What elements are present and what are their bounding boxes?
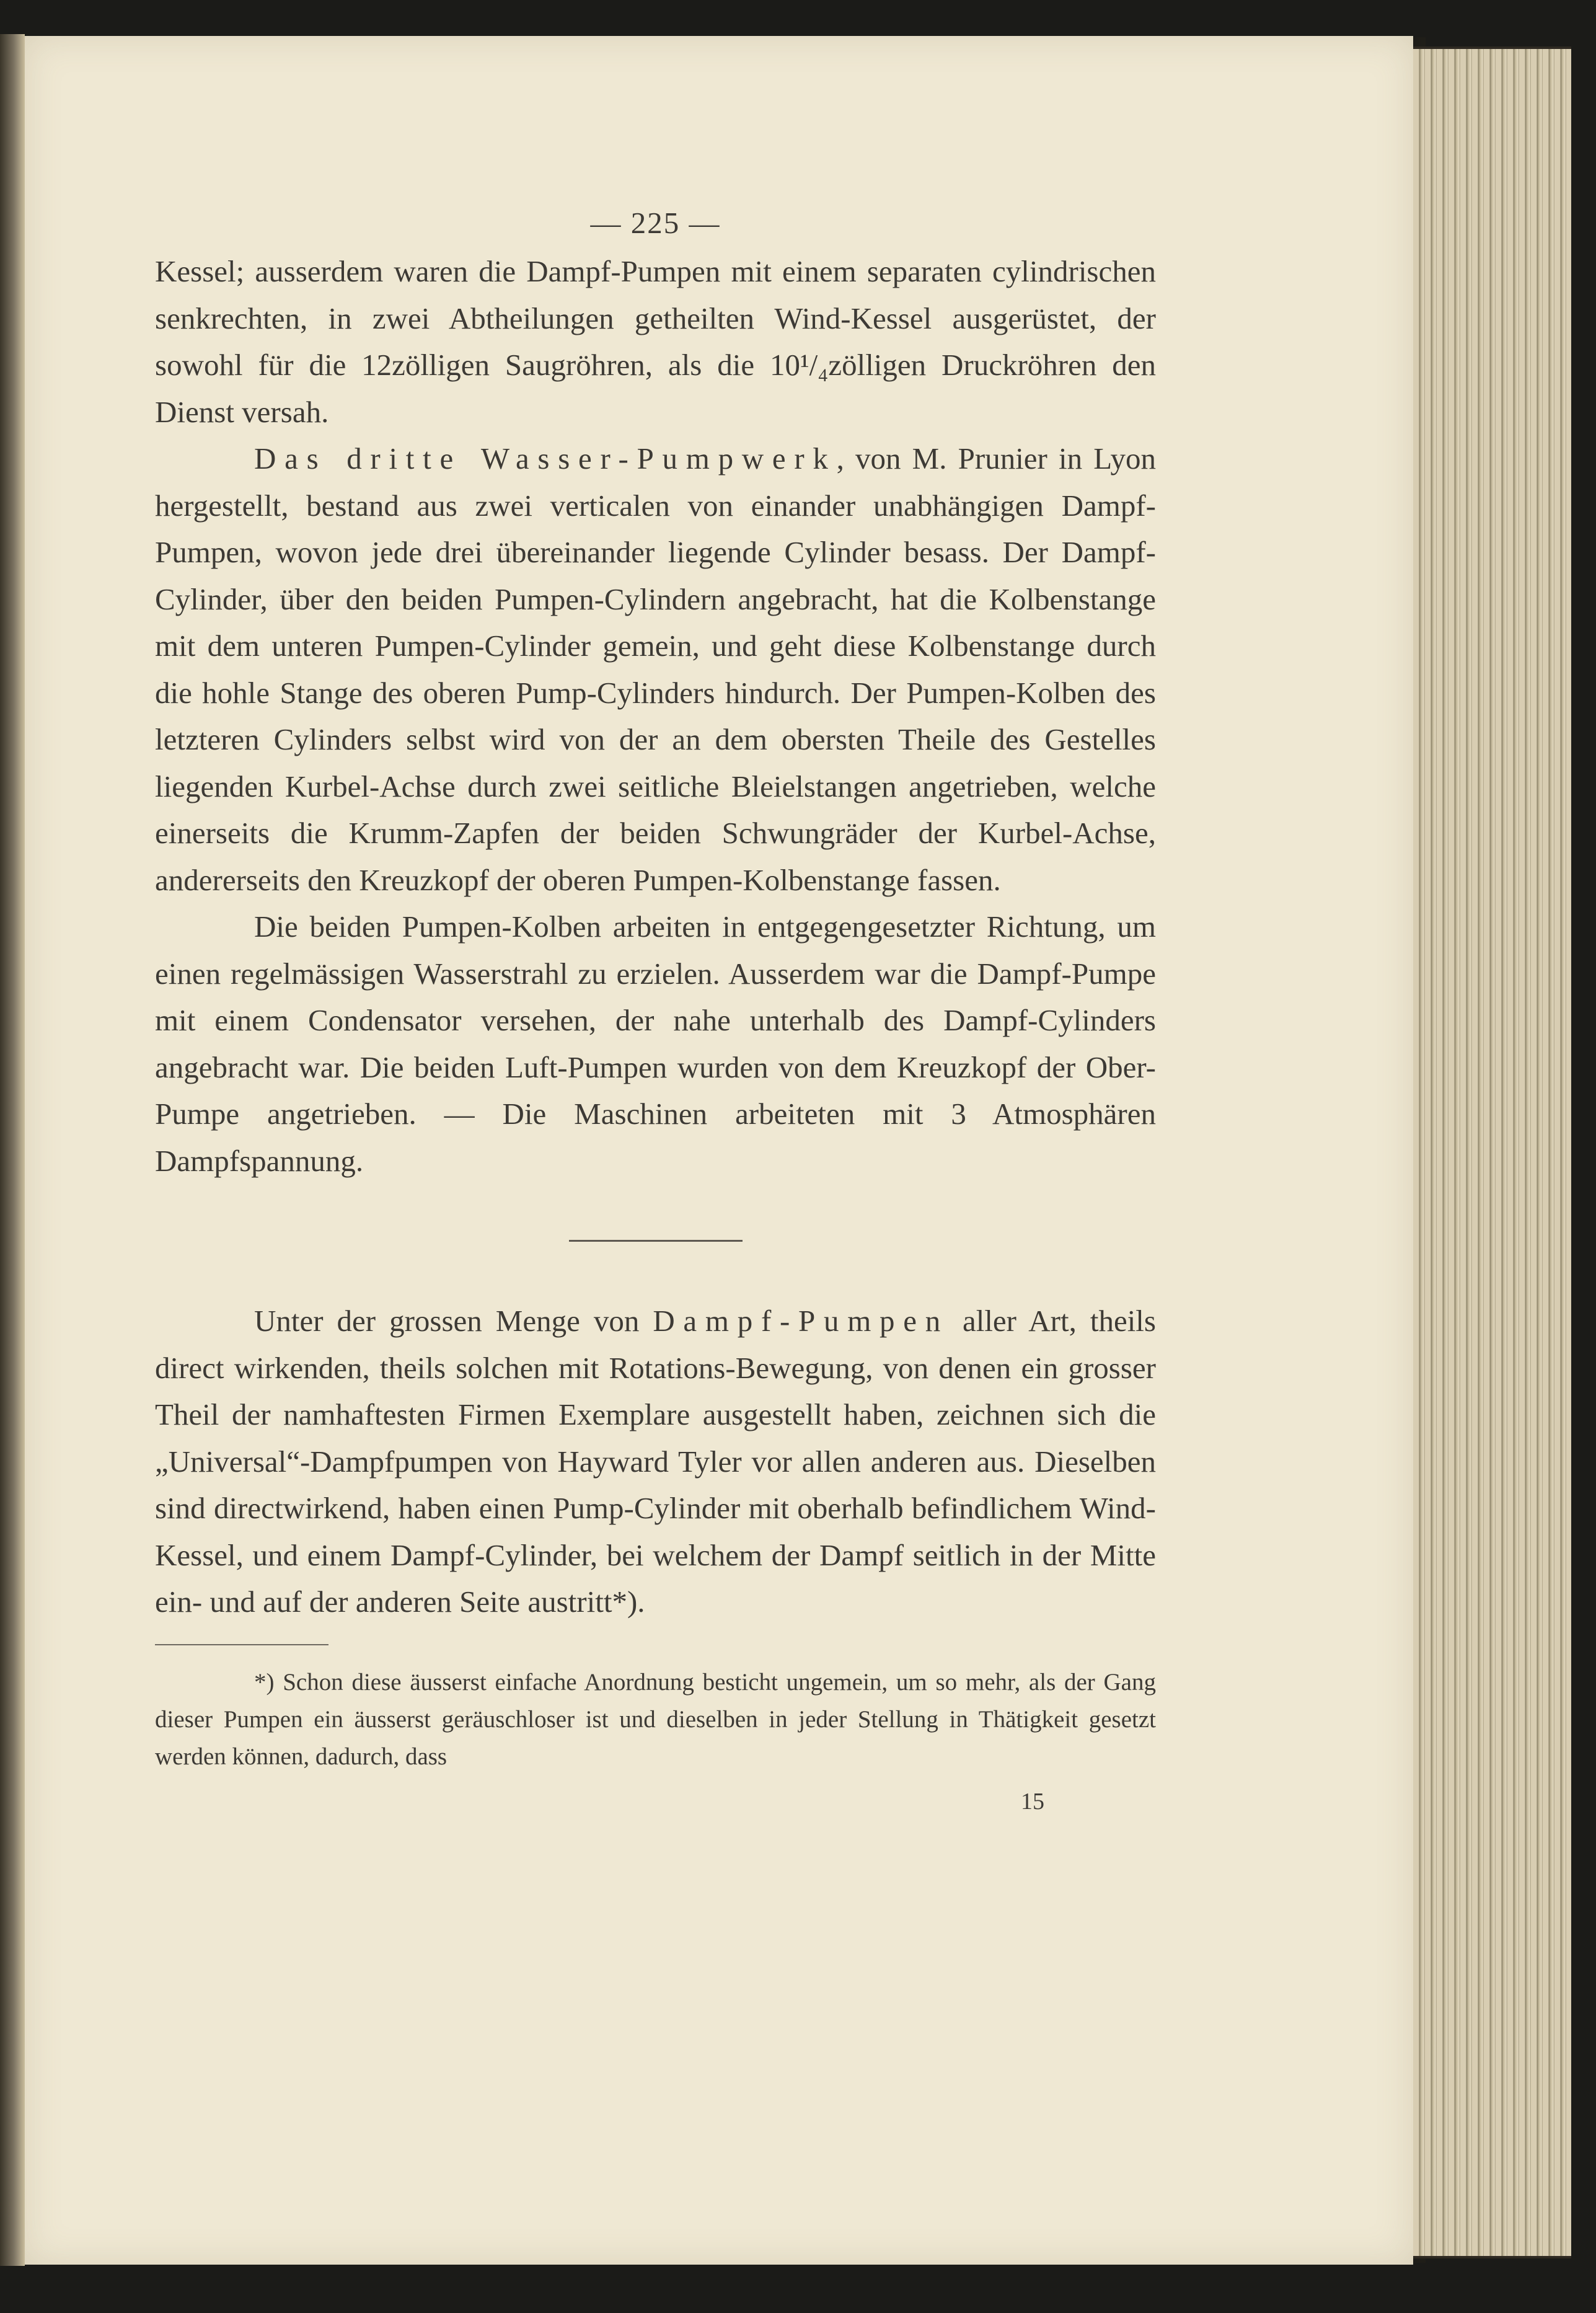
section-divider (569, 1240, 743, 1242)
paragraph-4-text: aller Art, theils direct wirkenden, theils solchen mit Rotations-Bewegung, von denen ein grosser Theil der namhaftesten Firmen Exemplare ausgestellt haben, zeichnen sich die „Universal“-Dampfpumpen von Hayward Tyler vor allen anderen aus. Dieselben sind directwirkend, haben einen Pump-Cylinder mit oberhalb befindlichem Wind-Kessel, und einem Dampf-Cylinder, bei welchem der Dampf seitlich in der Mitte ein- und auf der anderen Seite austritt*). (155, 1304, 1156, 1619)
paragraph-3: Die beiden Pumpen-Kolben arbeiten in entgegengesetzter Richtung, um einen regelmässigen Wasserstrahl zu erzielen. Ausserdem war die Dampf-Pumpe mit einem Condensator versehen, der nahe unterhalb des Dampf-Cylinders angebracht war. Die beiden Luft-Pumpen wurden von dem Kreuzkopf der Ober-Pumpe angetrieben. — Die Maschinen arbeiteten mit 3 Atmosphären Dampfspannung. (155, 909, 1156, 1178)
book-page-edges (1413, 46, 1571, 2258)
paragraph-2-text: , von M. Prunier in Lyon hergestellt, bestand aus zwei verticalen von einander unabhängigen Dampf-Pumpen, wovon jede drei übereinander liegende Cylinder besass. Der Dampf-Cylinder, über den beiden Pumpen-Cylindern angebracht, hat die Kolbenstange mit dem unteren Pumpen-Cylinder gemein, und geht diese Kolbenstange durch die hohle Stange des oberen Pump-Cylinders hindurch. Der Pumpen-Kolben des letzteren Cylinders selbst wird von der an dem obersten Theile des Gestelles liegenden Kurbel-Achse durch zwei seitliche Bleielstangen angetrieben, welche einerseits die Krumm-Zapfen der beiden Schwungräder der Kurbel-Achse, andererseits den Kreuzkopf der oberen Pumpen-Kolbenstange fassen. (155, 441, 1156, 897)
paragraph-1: Kessel; ausserdem waren die Dampf-Pumpen mit einem separaten cylindrischen senkrechten, in zwei Abtheilungen getheilten Wind-Kessel ausgerüstet, der sowohl für die 12zölligen Saugröhren, als die 10¹/₄zölligen Druckröhren den Dienst versah. (155, 254, 1156, 429)
spaced-heading: Das dritte Wasser-Pumpwerk (254, 441, 837, 475)
paragraph-2 (155, 435, 1156, 903)
footnote: *) Schon diese äusserst einfache Anordnung besticht ungemein, um so mehr, als der Gang dieser Pumpen ein äusserst geräuschloser ist und dieselben in jeder Stellung in Thätigkeit gesetzt werden können, dadurch, dass (155, 1668, 1156, 1770)
spaced-term: Dampf-Pumpen (653, 1304, 949, 1338)
page-text (155, 205, 1156, 1820)
signature-mark: 15 (1021, 1788, 1044, 1815)
book-left-edge (0, 34, 25, 2266)
page-number: — 225 — (590, 206, 721, 240)
paragraph-4-pre: Unter der grossen Menge von (254, 1304, 653, 1338)
footnote-divider (155, 1644, 328, 1645)
paragraph-4 (155, 1298, 1156, 1625)
